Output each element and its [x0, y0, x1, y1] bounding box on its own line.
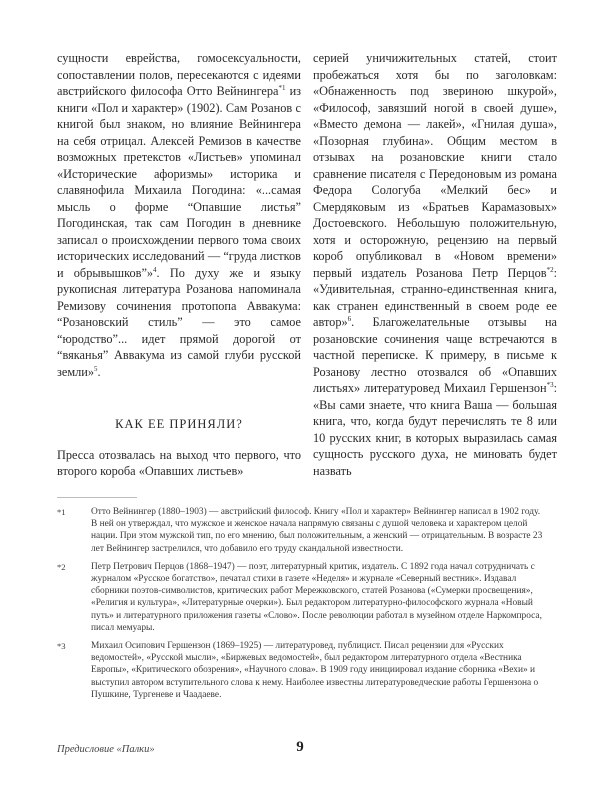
footnote: [57, 506, 545, 555]
footnote-mark: *3: [546, 380, 554, 389]
footnotes: [57, 506, 545, 707]
footnote-text: Отто Вейнингер (1880–1903) — австрийский философ. Книгу «Пол и характер» Вейнингер написал в 1902 году. В ней он утверждал, что мужское и женское начала напрямую связаны с душой человека и характером целой нации. При этом мужской тип, по его мнению, был положительным, а женский — отрицательным. В возрасте 23 лет Вейнингер застрелился, что добавило его труду скандальной известности.: [91, 507, 543, 554]
footnote-mark: *1: [278, 83, 286, 92]
footnote: [57, 640, 545, 701]
footnote-number: *2: [57, 561, 66, 572]
footnote: [57, 561, 545, 634]
running-title: Предисловие «Палки»: [57, 744, 155, 755]
footnote-mark: *2: [546, 265, 554, 274]
footnote-divider: [57, 497, 137, 498]
left-paragraph-2: Пресса отозвалась на выход что первого, что второго короба «Опавших листьев»: [57, 447, 301, 478]
endnote-ref: 5: [93, 364, 98, 373]
right-paragraph-1: серией уничижительных статей, стоит пробежаться хотя бы по заголовкам: «Обнаженность под звериною шкурой», «Философ, завязший ногой в своей душе», «Вместо демона — лакей», «Гнилая душа», «Позорная глубина». Общим местом в отзывах на розановские книги стало сравнение писателя с Передоновым из романа Федора Сологуба «Мелкий бес» и Смердяковым из «Братьев Карамазовых» Достоевского. Небольшую положительную, хотя и осторожную, рецензию на первый короб опубликовал в «Новом времени» первый издатель Розанова Петр Перцов$^{*2}$: «Удивительная, странно-единственная книга, как странен единственный в своем роде ее автор»$^6$. Благожелательные отзывы на розановские сочинения чаще встречаются в частной переписке. К примеру, в письме к Розанову лестно отозвался об «Опавших листьях» литературовед Михаил Гершензон$^{*3}$: «Вы сами знаете, что книга Ваша — большая книга, что, когда будут перечислять те 8 или 10 русских книг, в которых выразилась самая сущность русского духа, не миновать будет назвать: [313, 51, 557, 478]
endnote-ref: 6: [347, 314, 352, 323]
footnote-text: Михаил Осипович Гершензон (1869–1925) — литературовед, публицист. Писал рецензии для «Русских ведомостей», «Русской мысли», «Биржевых ведомостей», был редактором литературного отдела «Вестника Европы», «Критического обозрения», «Научного слова». В 1909 году инициировал издание сборника «Вехи» и выступил автором вступительного слова к нему. Наиболее известны литературоведческие работы Гершензона о Пушкине, Тургеневе и Чаадаеве.: [91, 641, 539, 700]
endnote-ref: 4: [153, 265, 157, 274]
page-number: 9: [296, 739, 304, 755]
right-column: [313, 50, 557, 479]
section-heading: КАК ЕЕ ПРИНЯЛИ?: [115, 417, 243, 431]
footnote-text: Петр Петрович Перцов (1868–1947) — поэт, литературный критик, издатель. С 1892 года начал сотрудничать с журналом «Русское богатство», печатал стихи в газете «Неделя» и журнале «Северный вестник». Издавал сборники поэтов-символистов, критических работ Мережковского, статей Розанова («Сумерки просвещения», «Религия и культура», «Литературные очерки»). Был редактором литературно-философского журнала «Новый путь» и литературного приложения газеты «Слово». После революции работал в музейном отделе Наркомпроса, писал мемуары.: [91, 561, 542, 633]
left-column: [57, 50, 301, 480]
footnote-number: *1: [57, 507, 66, 517]
footnote-number: *3: [57, 641, 66, 652]
left-paragraph-1: сущности еврейства, гомосексуальности, сопоставлении полов, пересекаются с идеями австрийского философа Отто Вейнингера$^{*1}$ из книги «Пол и характер» (1902). Сам Розанов с книгой был знаком, но влияние Вейнингера на себя отрицал. Алексей Ремизов в качестве возможных претекстов «Листьев» упоминал «Исторические афоризмы» историка и славянофила Михаила Погодина: «...самая мысль о форме “Опавшие листья” Погодинская, так сам Погодин в дневнике записал о происхождении первого тома своих исторических исследований — “груда листков и обрывышков”»$^4$. По духу же и языку рукописная литература Розанова напоминала Ремизову сочинения протопопа Аввакума: “Розановский стиль” — это самое “юродство”... идет прямой дорогой от “вяканья” Аввакума из самой глуби русской земли»$^5$.: [57, 51, 302, 379]
